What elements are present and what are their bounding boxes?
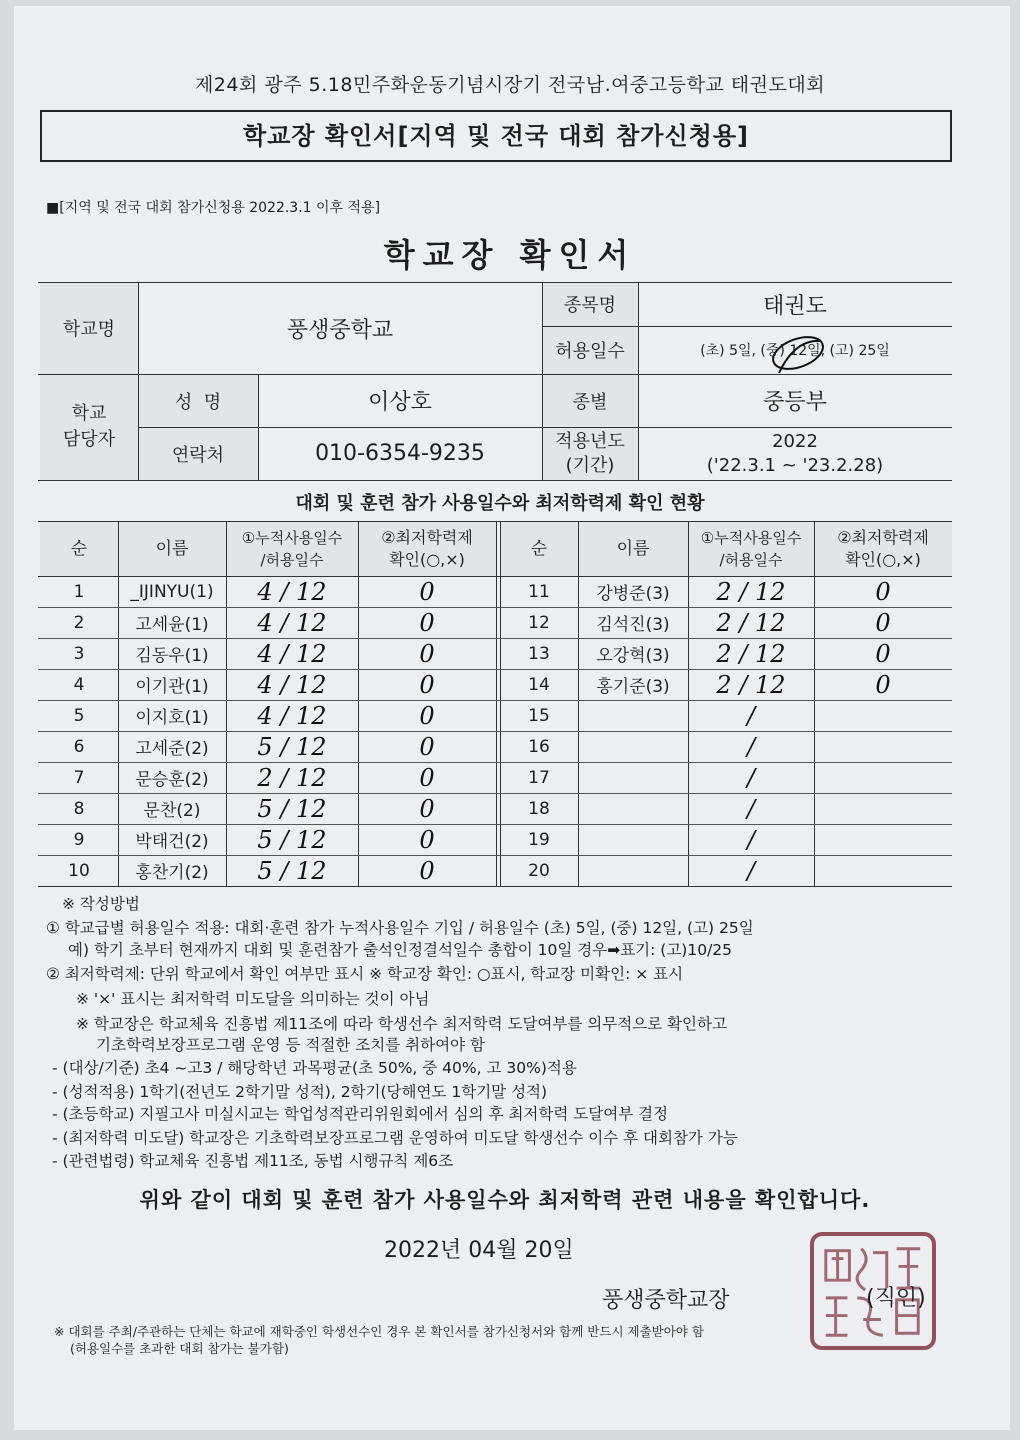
used-allowed-days: 2 / 12 — [716, 608, 786, 637]
col-header-name-left: 이름 — [155, 538, 189, 559]
student-name: 강병준(3) — [596, 584, 670, 604]
student-name — [578, 824, 688, 855]
col-header-name-right: 이름 — [616, 538, 650, 559]
status-section-title: 대회 및 훈련 참가 사용일수와 최저학력제 확인 현황 — [295, 493, 705, 514]
school-name-value: 풍생중학교 — [286, 317, 394, 343]
academic-check: 0 — [419, 670, 435, 699]
confirmation-statement: 위와 같이 대회 및 훈련 참가 사용일수와 최저학력 관련 내용을 확인합니다. — [139, 1188, 871, 1212]
used-allowed-days: 4 / 12 — [257, 670, 327, 699]
student-name — [578, 762, 688, 793]
manager-label: 학교 담당자 — [62, 403, 116, 450]
academic-check — [814, 855, 952, 886]
student-name: 김동우(1) — [135, 646, 209, 666]
row-number: 15 — [528, 705, 550, 726]
instruction-line: ② 최저학력제: 단위 학교에서 확인 여부만 표시 ※ 학교장 확인: ○표시, 학교장 미확인: × 표시 — [46, 965, 684, 983]
year-label: 적용년도 (기간) — [555, 430, 625, 476]
row-number: 19 — [528, 829, 550, 850]
instruction-line: ※ 학교장은 학교체육 진흥법 제11조에 따라 학생선수 최저학력 도달여부를 의무적으로 확인하고 — [76, 1015, 727, 1033]
main-title: 학교장 확인서 — [383, 236, 637, 274]
academic-check: 0 — [875, 670, 891, 699]
used-allowed-days: 2 / 12 — [716, 639, 786, 668]
academic-check: 0 — [419, 701, 435, 730]
used-allowed-days: 4 / 12 — [257, 639, 327, 668]
student-name: _IJINYU(1) — [130, 581, 214, 602]
academic-check: 0 — [875, 639, 891, 668]
row-number: 6 — [73, 736, 85, 757]
row-number: 1 — [73, 581, 85, 602]
instruction-line: - (성적적용) 1학기(전년도 2학기말 성적), 2학기(당해연도 1학기말 성적) — [52, 1083, 548, 1101]
used-allowed-days: 5 / 12 — [257, 825, 327, 854]
row-number: 16 — [528, 736, 550, 757]
row-number: 11 — [528, 581, 550, 602]
instructions-heading: ※ 작성방법 — [62, 895, 140, 913]
col-header-check-left: ②최저학력제 확인(○,×) — [381, 527, 473, 569]
row-number: 8 — [73, 798, 85, 819]
row-number: 20 — [528, 860, 550, 881]
row-number: 12 — [528, 612, 550, 633]
used-allowed-days: 5 / 12 — [257, 856, 327, 885]
col-header-no-left: 순 — [70, 538, 88, 559]
academic-check: 0 — [875, 577, 891, 606]
used-allowed-days: 4 / 12 — [257, 701, 327, 730]
student-name: 고세준(2) — [135, 739, 209, 759]
allowed-days-value: (초) 5일, (중) 12일, (고) 25일 — [700, 343, 890, 359]
academic-check: 0 — [419, 856, 435, 885]
used-allowed-days: 4 / 12 — [257, 608, 327, 637]
boxed-document-title: 학교장 확인서[지역 및 전국 대회 참가신청용] — [40, 110, 952, 162]
row-number: 7 — [73, 767, 85, 788]
student-name: 문찬(2) — [143, 801, 201, 821]
student-name — [578, 731, 688, 762]
used-allowed-days: / — [746, 701, 756, 730]
allowed-days-label: 허용일수 — [555, 341, 625, 362]
student-name — [578, 793, 688, 824]
academic-check — [814, 762, 952, 793]
used-allowed-days: / — [746, 825, 756, 854]
instruction-line: - (대상/기준) 초4 ~고3 / 해당학년 과목평균(초 50%, 중 40%, 고 30%)적용 — [52, 1059, 577, 1077]
document-date: 2022년 04월 20일 — [384, 1238, 574, 1263]
academic-check: 0 — [875, 608, 891, 637]
student-name: 박태건(2) — [135, 832, 209, 852]
event-title: 제24회 광주 5.18민주화운동기념시장기 전국남.여중고등학교 태권도대회 — [194, 74, 826, 96]
academic-check — [814, 700, 952, 731]
handwritten-circle-mark — [765, 333, 831, 377]
used-allowed-days: 5 / 12 — [257, 732, 327, 761]
contact-value: 010-6354-9235 — [315, 441, 485, 466]
seal-label: (직인) — [866, 1286, 926, 1311]
col-header-no-right: 순 — [530, 538, 548, 559]
division-label: 종별 — [572, 391, 608, 413]
student-name: 홍기준(3) — [596, 677, 670, 697]
academic-check — [814, 731, 952, 762]
instruction-line: - (초등학교) 지필고사 미실시교는 학업성적관리위원회에서 심의 후 최저학력 도달여부 결정 — [52, 1105, 669, 1123]
applicability-note: ■[지역 및 전국 대회 참가신청용 2022.3.1 이후 적용] — [46, 200, 381, 216]
division-value: 중등부 — [763, 390, 827, 415]
academic-check: 0 — [419, 794, 435, 823]
event-value: 태권도 — [763, 293, 827, 319]
academic-check: 0 — [419, 577, 435, 606]
student-name — [578, 855, 688, 886]
used-allowed-days: 2 / 12 — [257, 763, 327, 792]
principal-signature-line: 풍생중학교장 — [602, 1288, 730, 1313]
row-number: 18 — [528, 798, 550, 819]
academic-check: 0 — [419, 639, 435, 668]
row-number: 5 — [73, 705, 85, 726]
col-header-days-right: ①누적사용일수 /허용일수 — [700, 528, 802, 569]
person-name-label: 성 명 — [174, 391, 222, 413]
student-name: 김석진(3) — [596, 615, 670, 635]
row-number: 13 — [528, 643, 550, 664]
academic-check — [814, 824, 952, 855]
used-allowed-days: / — [746, 763, 756, 792]
used-allowed-days: 5 / 12 — [257, 794, 327, 823]
row-number: 10 — [68, 860, 90, 881]
instruction-line: - (최저학력 미도달) 학교장은 기초학력보장프로그램 운영하여 미도달 학생선수 이수 후 대회참가 가능 — [52, 1129, 738, 1147]
col-header-check-right: ②최저학력제 확인(○,×) — [837, 527, 929, 569]
academic-check: 0 — [419, 732, 435, 761]
year-value: 2022 ('22.3.1 ~ '23.2.28) — [706, 430, 884, 476]
school-name-label: 학교명 — [62, 319, 116, 340]
student-name — [578, 700, 688, 731]
footnote-line: ※ 대회를 주최/주관하는 단체는 학교에 재학중인 학생선수인 경우 본 확인서를 참가신청서와 함께 반드시 제출받아야 함 — [54, 1324, 704, 1339]
row-number: 3 — [73, 643, 85, 664]
row-number: 14 — [528, 674, 550, 695]
used-allowed-days: / — [746, 732, 756, 761]
academic-check: 0 — [419, 608, 435, 637]
student-name: 오강혁(3) — [596, 646, 670, 666]
academic-check: 0 — [419, 825, 435, 854]
student-name: 이기관(1) — [135, 677, 209, 697]
instruction-line: 기초학력보장프로그램 운영 등 적절한 조치를 취하여야 함 — [96, 1036, 485, 1054]
instruction-line: ※ '×' 표시는 최저학력 미도달을 의미하는 것이 아님 — [76, 990, 430, 1008]
footnote — [54, 1323, 704, 1357]
instruction-line: - (관련법령) 학교체육 진흥법 제11조, 동법 시행규칙 제6조 — [52, 1152, 454, 1170]
used-allowed-days: 4 / 12 — [257, 577, 327, 606]
row-number: 17 — [528, 767, 550, 788]
student-name: 홍찬기(2) — [135, 863, 209, 883]
academic-check — [814, 793, 952, 824]
used-allowed-days: / — [746, 794, 756, 823]
col-header-days-left: ①누적사용일수 /허용일수 — [241, 528, 343, 569]
used-allowed-days: / — [746, 856, 756, 885]
instruction-line: 예) 학기 초부터 현재까지 대회 및 훈련참가 출석인정결석일수 총합이 10일 경우➡표기: (고)10/25 — [68, 941, 733, 959]
instruction-line: ① 학교급별 허용일수 적용: 대회·훈련 참가 누적사용일수 기입 / 허용일수 (초) 5일, (중) 12일, (고) 25일 — [46, 919, 754, 937]
event-label: 종목명 — [563, 295, 617, 316]
student-name: 이지호(1) — [135, 708, 209, 728]
student-name: 고세윤(1) — [135, 615, 209, 635]
person-name-value: 이상호 — [368, 390, 432, 415]
row-number: 9 — [73, 829, 85, 850]
student-name: 문승훈(2) — [135, 770, 209, 790]
row-number: 4 — [73, 674, 85, 695]
footnote-line: (허용일수를 초과한 대회 참가는 불가함) — [70, 1341, 289, 1356]
row-number: 2 — [73, 612, 85, 633]
used-allowed-days: 2 / 12 — [716, 577, 786, 606]
used-allowed-days: 2 / 12 — [716, 670, 786, 699]
academic-check: 0 — [419, 763, 435, 792]
contact-label: 연락처 — [171, 444, 225, 466]
